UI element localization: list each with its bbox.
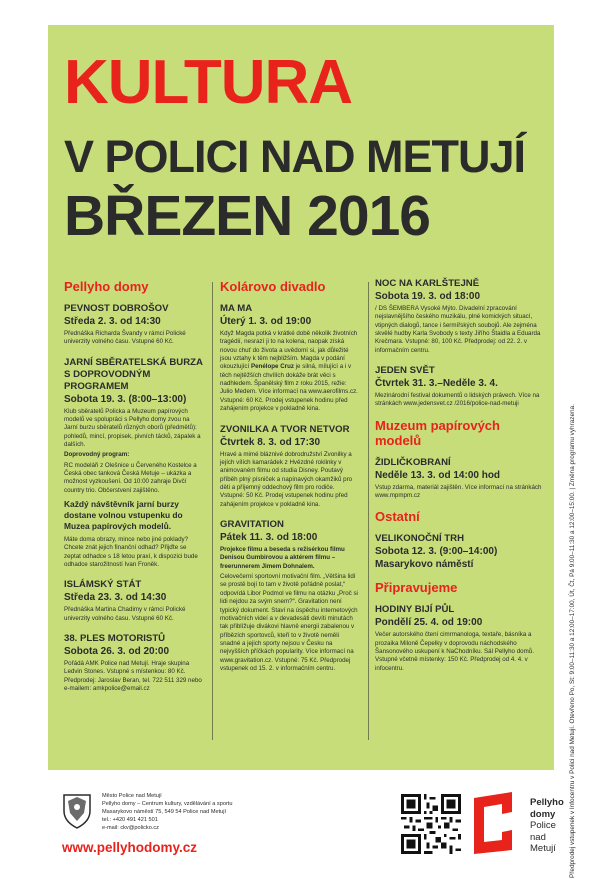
event-title: 38. PLES MOTORISTŮ [64, 633, 166, 645]
event-desc: Hravé a mimé bláznivé dobrodružství Zvonilky a jejích vílích kamarádek z Hvězdné roklinky v animovaném filmu od studia Disney. Poutavý příběh plný písniček a napínavých okamžiků pro děti a příjemný oddechový film pro rodiče. Vstupné: 50 Kč. Prodej vstupenek hodinu před zahájením projekce v pokladně kina. [220, 450, 353, 508]
event-ples [64, 633, 204, 693]
logo-line: Police [530, 820, 556, 832]
headline-month: BŘEZEN 2016 [64, 184, 430, 248]
event-gravitation [220, 519, 360, 673]
event-highlight: Každý návštěvník jarní burzy dostane volnou vstupenku do Muzea papírových modelů. [64, 499, 183, 532]
event-desc: Mezinárodní festival dokumentů o lidských právech. Více na stránkách www.jedensvet.cz /2016/police-nad-metuji [375, 392, 540, 408]
event-title: JARNÍ SBĚRATELSKÁ BURZA S DOPROVODNÝM PROGRAMEM [64, 356, 203, 392]
event-date: Pondělí 25. 4. od 19:00 [375, 617, 483, 629]
event-desc: Přednáška Richarda Švandy v rámci Polické univerzity volného času. Vstupné 60 Kč. [64, 329, 186, 346]
event-date: Čtvrtek 8. 3. od 17:30 [220, 436, 321, 448]
qr-code-icon[interactable] [401, 794, 461, 854]
event-date: Sobota 26. 3. od 20:00 [64, 646, 170, 658]
event-desc: Večer autorského čtení cimrmanologa, textaře, básníka a prozaika Miloně Čepelky v doprovodu náchodského Šansonového uskupení k NaChodníku. Sál Pellyho domů. Vstupné včetně místenky: 150 Kč. Předprodej od 4. 4. v infocentru. [375, 631, 534, 672]
event-date: Středa 2. 3. od 14:30 [64, 315, 161, 327]
event-title: NOC NA KARLŠTEJNĚ [375, 278, 480, 289]
event-karlstejn [375, 278, 543, 355]
event-zvonilka [220, 424, 360, 510]
column-divider [212, 282, 213, 740]
section-title-ostatni: Ostatní [375, 509, 420, 525]
program-desc: RC modeláři z Olešnice u Červeného Kostelce a Česká obec tanková Česká Metuje – ukázka a možnost vyzkoušení. Od 10:00 zahraje Divčí country trio. Občerstvení zajištěno. [64, 461, 197, 494]
event-desc: Vstup zdarma, materiál zajištěn. Více informací na stránkách www.mpmpm.cz [375, 483, 542, 500]
logo-line: Metují [530, 843, 556, 855]
org-line: Město Police nad Metují [102, 793, 162, 799]
event-desc: Pořádá AMK Police nad Metují. Hraje skupina Ledvin Stones. Vstupné s místenkou: 80 Kč. Předprodej: Jaroslav Beran, tel. 722 511 329 nebo e-mailem: amkpolice@email.cz [64, 660, 202, 693]
event-desc-tail: je silná, mílující a i v těch nejtěžších chvílích dokáže brát věci s nadhledem. Španělský film z roku 2015, režie: Julio Medem. Více informací na www.aerofilms.cz. Vstupné: 60 Kč. Prodej vstupenek hodinu před zahájením projekce v pokladně kina. [220, 363, 358, 413]
org-line: Pellyho domy – Centrum kultury, vzdělávání a sportu [102, 801, 233, 808]
event-date: Sobota 12. 3. (9:00–14:00) [375, 546, 498, 558]
logo-line: nad [530, 831, 546, 843]
town-crest-icon [62, 793, 92, 829]
event-velikonocni-trh [375, 533, 543, 571]
event-desc-2: Máte doma obrazy, mince nebo jiné poklady? Chcete znát jejich finanční odhad? Přijďte se zeptat odhadce s 18 letou praxí, k dispozici bude odhadce starožitností Ivan Froněk. [64, 535, 198, 569]
event-title: ZVONILKA A TVOR NETVOR [220, 423, 350, 435]
website-link[interactable]: www.pellyhodomy.cz [62, 840, 198, 855]
event-title: HODINY BIJÍ PŮL [375, 604, 455, 616]
org-line: e-mail: ckv@policko.cz [102, 825, 159, 832]
side-note: Předprodej vstupenek v Infocentru v Polici nad Metují. Otevřeno Po, St: 9:00–11:30 a 12:00–17:00, Út, Čt, Pá 9:00–11:30 a 12:00–15:00. | Změna programu vyhrazena. [569, 404, 576, 878]
event-date: Úterý 1. 3. od 19:00 [220, 315, 312, 327]
column-divider [368, 282, 369, 740]
event-ma-ma [220, 303, 360, 414]
org-line: Masarykovo náměstí 75, 549 54 Police nad Metují [102, 809, 227, 816]
event-date: Sobota 19. 3. (8:00–13:00) [64, 393, 187, 405]
event-date: Sobota 19. 3. od 18:00 [375, 290, 481, 302]
event-date: Středa 23. 3. od 14:30 [64, 592, 167, 604]
headline-city: V POLICI NAD METUJÍ [64, 131, 526, 182]
event-desc: Celovečerní sportovní motivační film. „Většina lidí se prostě bojí to tam v životě pořádně poslat,“ odpovídá Libor Podmol ve filmu na otázku „Proč si lidi nejdou za svým snem?“. Gravitation není typický dokument. Staví na úspěchu internetových motivačních videí a v devadesáti devíti minutách tak přiblížuje divákovi hlavně energii zabalenou v příbězích sportovců, kteří to v životě neměli snadné a jejich sporty nejsou v Česku na nejvyšších příčkách popularity. Více informací na www.gravitation.cz. Vstupné: 75 Kč. Předprodej vstupenek od 15. 2. v informačním centru. [220, 573, 358, 673]
event-date: Neděle 13. 3. od 14:00 hod [375, 469, 501, 481]
footer-org-info [102, 792, 342, 833]
event-title: ŽIDLIČKOBRANÍ [375, 456, 451, 468]
event-desc-bold: Projekce filmu a beseda s režisérkou filmu Denisou Gumbirovou a aktérem filmu – freerunnerem Jimem Dohnalem. [220, 546, 345, 570]
event-islamsky-stat [64, 579, 204, 623]
event-title: VELIKONOČNÍ TRH [375, 533, 465, 545]
section-title-kolarovo: Kolárovo divadlo [220, 279, 326, 294]
event-desc: Přednáška Martina Chadimy v rámci Polické univerzity volného času. Vstupné 60 Kč. [64, 606, 186, 622]
event-title: MA MA [220, 302, 253, 314]
event-hodiny [375, 604, 543, 673]
column-other [375, 278, 543, 683]
section-title-museum: Muzeum papírových modelů [375, 417, 500, 448]
event-desc-bold: Penélope Cruz [250, 363, 294, 371]
event-place: Masarykovo náměstí [375, 559, 474, 571]
headline-kultura: KULTURA [64, 48, 353, 117]
program-label: Doprovodný program: [64, 451, 130, 459]
event-burza [64, 357, 204, 570]
section-title-pellyho-domy: Pellyho domy [64, 279, 149, 294]
event-pevnost [64, 303, 204, 347]
event-title: PEVNOST DOBROŠOV [64, 302, 169, 314]
event-zidlickobrani [375, 457, 543, 501]
column-pellyho-domy [64, 278, 204, 704]
event-desc: Klub sběratelů Policka a Muzeum papírových modelů ve spolupráci s Pellyho domy zvou na Jarní burzu sběratelů různých oborů (předmětů): pohledů, mincí, propisek, pivních tácků, zápalek a dalších. [64, 407, 201, 449]
org-line: tel.: +420 491 421 501 [102, 817, 158, 824]
event-title: JEDEN SVĚT [375, 365, 435, 377]
event-jeden-svet [375, 365, 543, 409]
event-title: GRAVITATION [220, 519, 284, 531]
event-date: Čtvrtek 31. 3.–Neděle 3. 4. [375, 378, 498, 390]
pellyho-domy-logo-icon [472, 790, 528, 856]
column-kolarovo-divadlo [220, 278, 360, 683]
event-title: ISLÁMSKÝ STÁT [64, 579, 142, 591]
event-desc: Když Magda potká v krátké době několik životních tragédií, nesrazí ji to na kolena, naopak získá novou chuť do života a uvědomí si, jak důležité jsou vztahy k těm nejbližším. Magda v podání okouzlující [220, 329, 358, 371]
event-date: Pátek 11. 3. od 18:00 [220, 532, 318, 543]
pellyho-domy-logo [530, 797, 564, 855]
logo-line: domy [530, 808, 556, 820]
event-desc: / DS ŠEMBERA Vysoké Mýto. Divadelní zpracování nejslavnějšího českého muzikálu, plné komických situací, vtipných dialogů, tance i šermířských soubojů. Ale zejména skvělé hudby Karla Svobody s texty Jiřího Štaidla a Eduarda Krečmara. Vstupné: 80, 100 Kč. Předprodej: od 22. 2. v informačním centru. [375, 304, 541, 354]
section-title-pripravujeme: Připravujeme [375, 580, 458, 596]
logo-line: Pellyho [530, 797, 564, 808]
